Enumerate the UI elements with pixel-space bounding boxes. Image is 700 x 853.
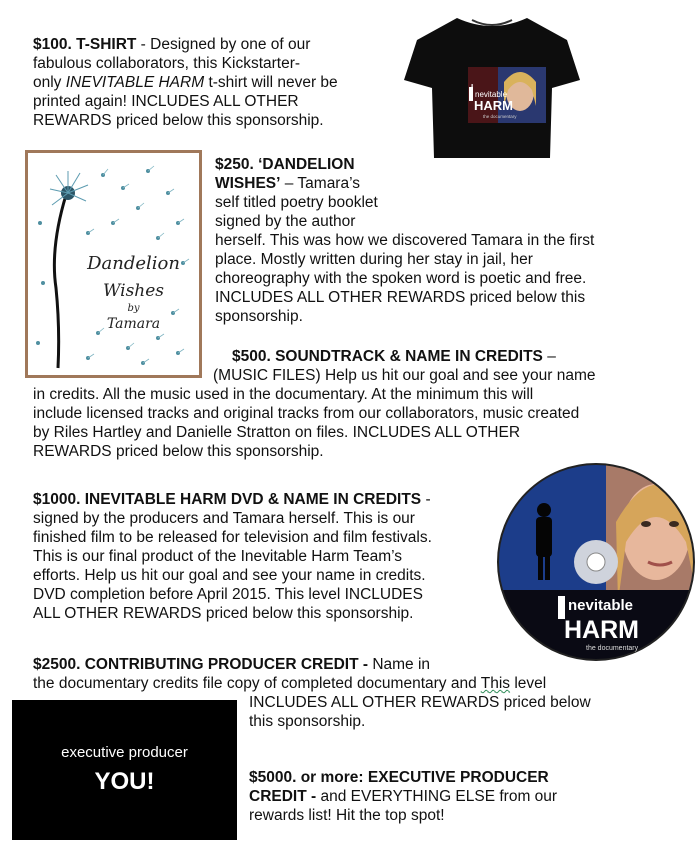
tier-100-text: only	[33, 74, 66, 91]
booklet-title-2: Wishes	[102, 281, 165, 301]
tier-250-line-7: choreography with the spoken word is poetic and free.	[215, 270, 587, 287]
tier-500-line-5: by Riles Hartley and Danielle Stratton on files. INCLUDES ALL OTHER	[33, 424, 521, 441]
tier-100-line-3	[33, 73, 338, 92]
tier-500-title: $500. SOUNDTRACK & NAME IN CREDITS	[232, 348, 543, 365]
dandelion-booklet-image	[25, 150, 202, 378]
tier-250-title-2: WISHES’	[215, 175, 281, 192]
tier-100-line-5: REWARDS priced below this sponsorship.	[33, 112, 324, 129]
tier-5000-text: and EVERYTHING ELSE from our	[320, 788, 558, 805]
tier-1000-text: -	[421, 491, 431, 508]
tier-5000-title-1: $5000. or more: EXECUTIVE PRODUCER	[249, 769, 549, 786]
tier-250-line-4: signed by the author	[215, 213, 356, 230]
booklet-title-1: Dandelion	[87, 253, 180, 274]
tier-1000-line-6: DVD completion before April 2015. This level INCLUDES	[33, 586, 423, 603]
tier-1000-line-5: efforts. Help us hit our goal and see your name in credits.	[33, 567, 426, 584]
tier-250-line-3: self titled poetry booklet	[215, 194, 378, 211]
tier-500-line-3: in credits. All the music used in the documentary. At the minimum this will	[33, 386, 534, 403]
tier-100-italic-title: INEVITABLE HARM	[65, 74, 205, 91]
tier-100-title: $100. T-SHIRT	[33, 36, 137, 53]
tier-5000-title-2: CREDIT -	[249, 788, 321, 805]
tier-2500-line-3: INCLUDES ALL OTHER REWARDS priced below	[249, 694, 591, 711]
tier-1000-line-4: This is our final product of the Inevitable Harm Team’s	[33, 548, 403, 565]
tier-250-line-2	[215, 174, 360, 193]
tier-2500-line-4: this sponsorship.	[249, 713, 366, 730]
tier-1000-title: $1000. INEVITABLE HARM DVD & NAME IN CREDITS	[33, 491, 422, 508]
tier-2500-marked-word: This	[480, 675, 511, 692]
booklet-by: by	[127, 303, 140, 314]
tier-100-line-1	[33, 35, 310, 54]
tier-500-line-1	[232, 347, 556, 366]
exec-box-line-1: executive producer	[61, 744, 188, 761]
tier-1000-line-7: ALL OTHER REWARDS priced below this sponsorship.	[33, 605, 414, 622]
tier-250-line-5: herself. This was how we discovered Tamara in the first	[215, 232, 595, 249]
dvd-logo-sub: the documentary	[586, 645, 639, 652]
booklet-author: Tamara	[106, 316, 161, 332]
tier-250-line-6: place. Mostly written during her stay in jail, her	[215, 251, 533, 268]
tier-5000-line-3: rewards list! Hit the top spot!	[249, 807, 445, 824]
tier-2500-text: Name in	[368, 656, 431, 673]
tshirt-logo-word2: HARM	[474, 98, 513, 113]
tier-2500-title: $2500. CONTRIBUTING PRODUCER CREDIT -	[33, 656, 369, 673]
tier-5000-line-2	[249, 787, 557, 806]
tier-100-line-4: printed again! INCLUDES ALL OTHER	[33, 93, 299, 110]
tshirt-logo-i: I	[471, 83, 474, 92]
tier-250-line-9: sponsorship.	[215, 308, 303, 325]
tier-2500-text: level	[510, 675, 547, 692]
tier-250-text: – Tamara’s	[280, 175, 361, 192]
dvd-image	[496, 462, 696, 662]
tier-500-line-2: (MUSIC FILES) Help us hit our goal and see your name	[213, 367, 596, 384]
exec-box-line-2: YOU!	[94, 768, 155, 795]
executive-producer-image	[12, 700, 237, 840]
tier-100-line-2: fabulous collaborators, this Kickstarter-	[33, 55, 301, 72]
tier-2500-line-2	[33, 674, 546, 693]
tier-500-line-4: include licensed tracks and original tracks from our collaborators, music created	[33, 405, 580, 422]
dvd-logo-word2: HARM	[564, 616, 639, 644]
tier-1000-line-3: finished film to be released for television and film festivals.	[33, 529, 432, 546]
tier-100-text: - Designed by one of our	[136, 36, 311, 53]
tshirt-image	[402, 10, 582, 160]
tier-1000-line-2: signed by the producers and Tamara herself. This is our	[33, 510, 415, 527]
tier-500-text: –	[542, 348, 556, 365]
tier-250-title-1: $250. ‘DANDELION	[215, 156, 355, 173]
tier-1000-line-1	[33, 490, 431, 509]
tier-2500-text: the documentary credits file copy of completed documentary and	[33, 675, 481, 692]
tier-250-line-8: INCLUDES ALL OTHER REWARDS priced below this	[215, 289, 586, 306]
tshirt-logo-sub: the documentary	[483, 114, 517, 119]
tier-100-text: t-shirt will never be	[204, 74, 338, 91]
tshirt-logo-word1: nevitable	[475, 90, 508, 99]
tier-500-line-6: REWARDS priced below this sponsorship.	[33, 443, 324, 460]
dvd-logo-word1: nevitable	[568, 597, 634, 614]
tier-2500-line-1	[33, 655, 430, 674]
